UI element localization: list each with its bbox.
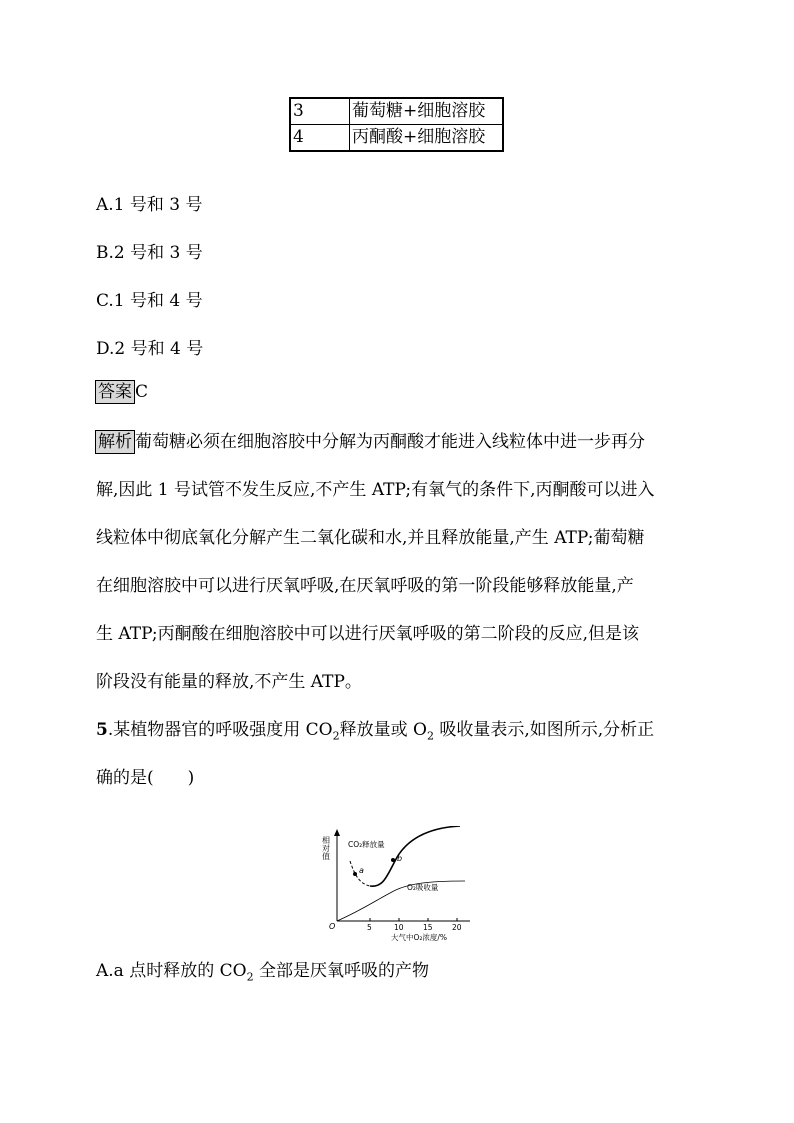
analysis-text: 葡萄糖必须在细胞溶胶中分解为丙酮酸才能进入线粒体中进一步再分 [135,432,645,452]
co2-release-curve [370,826,460,886]
question-5-line1 [96,706,654,760]
analysis-line: 线粒体中彻底氧化分解产生二氧化碳和水,并且释放能量,产生 ATP;葡萄糖 [96,528,645,548]
question-text: 吸收量表示,如图所示,分析正 [433,720,655,740]
option-c: C.1 号和 4 号 [96,291,203,311]
question-text: .某植物器官的呼吸强度用 CO [107,720,333,740]
x-tick-label: 20 [452,923,462,932]
question-number: 5 [96,720,108,740]
subscript: 2 [426,729,434,743]
q5-option-a [96,956,429,992]
analysis-line: 在细胞溶胶中可以进行厌氧呼吸,在厌氧呼吸的第一阶段能够释放能量,产 [96,576,634,596]
table-row [290,98,503,125]
o2-curve-label: O₂吸收量 [407,883,439,892]
answer-tag: 答案 [95,380,135,404]
point-b-marker [391,858,395,862]
point-b-label: b [397,854,403,863]
analysis-line: 解,因此 1 号试管不发生反应,不产生 ATP;有氧气的条件下,丙酮酸可以进入 [96,480,655,500]
analysis-line [95,418,645,466]
x-axis-label: 大气中O₂浓度/% [391,933,448,942]
option-b: B.2 号和 3 号 [96,243,203,263]
y-axis-arrow [334,829,340,836]
option-text: A.a 点时释放的 CO [96,961,247,981]
origin-label: O [329,922,336,931]
table-cell-num: 4 [290,125,350,152]
option-a: A.1 号和 3 号 [96,195,203,215]
table-row [290,125,503,152]
table-cell-num: 3 [290,98,350,125]
subscript: 2 [332,729,340,743]
point-a-label: a [359,866,364,875]
experiment-table [289,97,504,152]
x-tick-label: 15 [423,923,433,932]
y-axis-label: 相对值 [321,836,331,860]
x-tick-label: 10 [394,923,404,932]
answer-line [95,380,148,404]
co2-curve-label: CO₂释放量 [348,840,385,849]
table-cell-text: 葡萄糖+细胞溶胶 [350,98,504,125]
point-a-marker [353,872,357,876]
analysis-line: 生 ATP;丙酮酸在细胞溶胶中可以进行厌氧呼吸的第二阶段的反应,但是该 [96,624,640,644]
analysis-tag: 解析 [95,430,135,454]
option-text: 全部是厌氧呼吸的产物 [253,961,429,981]
question-5-line2: 确的是( ) [96,768,195,788]
answer-value: C [135,382,149,402]
respiration-figure [315,826,475,946]
analysis-line: 阶段没有能量的释放,不产生 ATP。 [96,672,362,692]
subscript: 2 [246,970,254,984]
x-tick-label: 5 [367,923,372,932]
o2-uptake-curve [337,881,465,921]
question-text: 释放量或 O [339,720,427,740]
table-cell-text: 丙酮酸+细胞溶胶 [350,125,504,152]
option-d: D.2 号和 4 号 [96,339,204,359]
